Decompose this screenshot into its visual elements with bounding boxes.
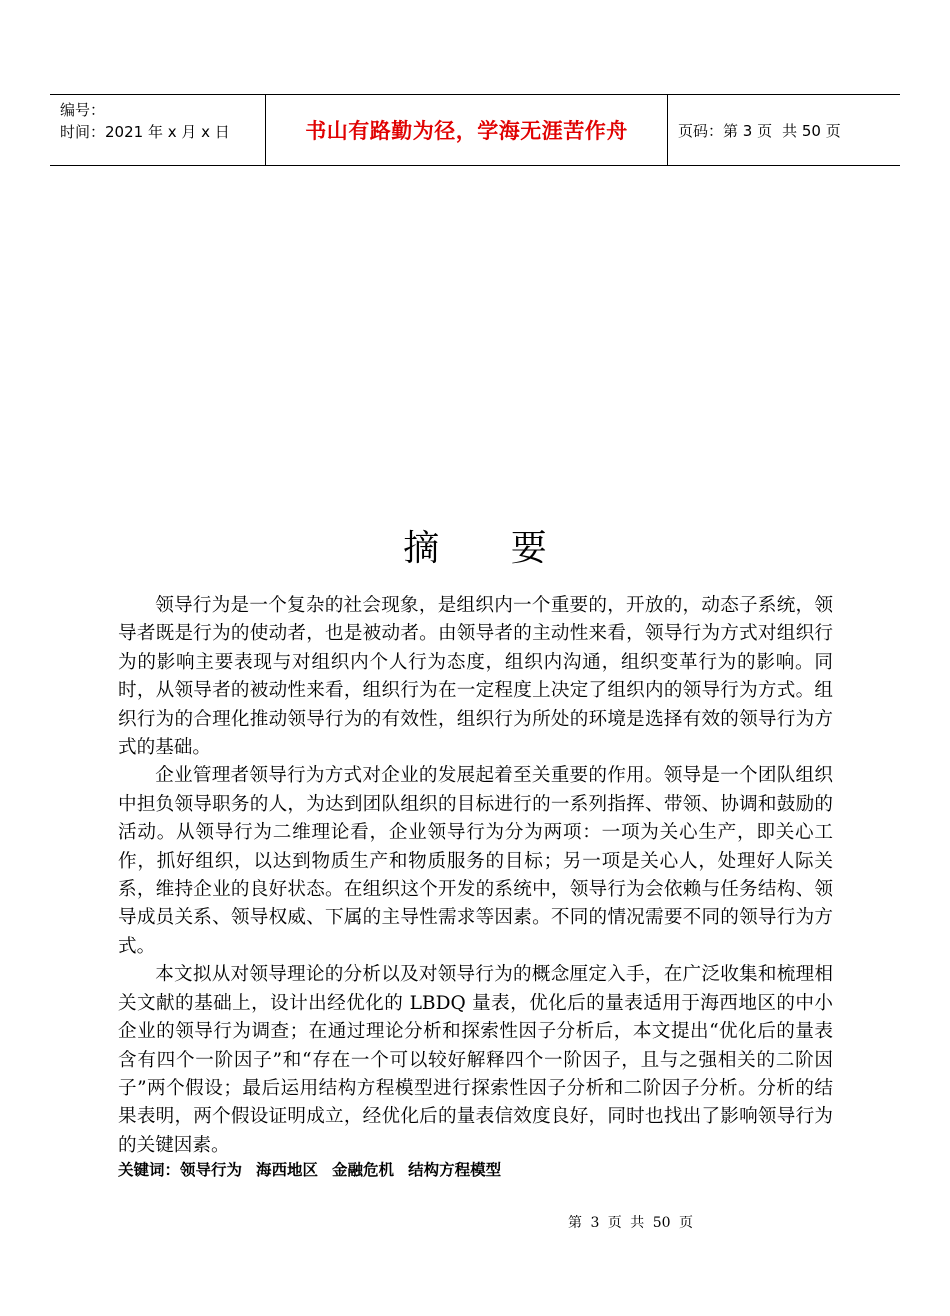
keywords-line [118, 1158, 515, 1180]
header-motto-cell [266, 95, 668, 165]
keyword-item: 领导行为 [180, 1161, 243, 1179]
document-header [50, 94, 900, 166]
header-page-cell [668, 95, 900, 165]
header-meta-cell [50, 95, 266, 165]
keywords-label: 关键词： [118, 1161, 181, 1179]
abstract-paragraph: 领导行为是一个复杂的社会现象，是组织内一个重要的，开放的，动态子系统，领导者既是行为的使动者，也是被动者。由领导者的主动性来看，领导行为方式对组织行为的影响主要表现与对组织内个人行为态度，组织内沟通，组织变革行为的影响。同时，从领导者的被动性来看，组织行为在一定程度上决定了组织内的领导行为方式。组织行为的合理化推动领导行为的有效性，组织行为所处的环境是选择有效的领导行为方式的基础。 [118, 595, 833, 759]
abstract-title: 摘 要 [403, 528, 577, 569]
abstract-paragraph: 企业管理者领导行为方式对企业的发展起着至关重要的作用。领导是一个团队组织中担负领导职务的人，为达到团队组织的目标进行的一系列指挥、带领、协调和鼓励的活动。从领导行为二维理论看，企业领导行为分为两项：一项为关心生产，即关心工作，抓好组织，以达到物质生产和物质服务的目标；另一项是关心人，处理好人际关系，维持企业的良好状态。在组织这个开发的系统中，领导行为会依赖与任务结构、领导成员关系、领导权威、下属的主导性需求等因素。不同的情况需要不同的领导行为方式。 [118, 765, 833, 957]
keyword-item: 结构方程模型 [408, 1161, 502, 1179]
code-label: 编号： [60, 101, 106, 119]
abstract-paragraph: 本文拟从对领导理论的分析以及对领导行为的概念厘定入手，在广泛收集和梳理相关文献的基础上，设计出经优化的 LBDQ 量表，优化后的量表适用于海西地区的中小企业的领导行为调查；在通过理论分析和探索性因子分析后，本文提出“优化后的量表含有四个一阶因子”和“存在一个可以较好解释四个一阶因子，且与之强相关的二阶因子”两个假设；最后运用结构方程模型进行探索性因子分析和二阶因子分析。分析的结果表明，两个假设证明成立，经优化后的量表信效度良好，同时也找出了影响领导行为的关键因素。 [118, 964, 833, 1156]
motto-text: 书山有路勤为径，学海无涯苦作舟 [305, 119, 628, 143]
abstract-body [118, 592, 833, 1160]
time-label: 时间：2021 年 x 月 x 日 [60, 123, 230, 141]
keyword-item: 海西地区 [256, 1161, 319, 1179]
keyword-item: 金融危机 [332, 1161, 395, 1179]
page-total-label: 共 50 页 [782, 121, 841, 140]
page-footer: 第 3 页 共 50 页 [568, 1215, 693, 1231]
page-number-label: 页码：第 3 页 [678, 121, 773, 140]
